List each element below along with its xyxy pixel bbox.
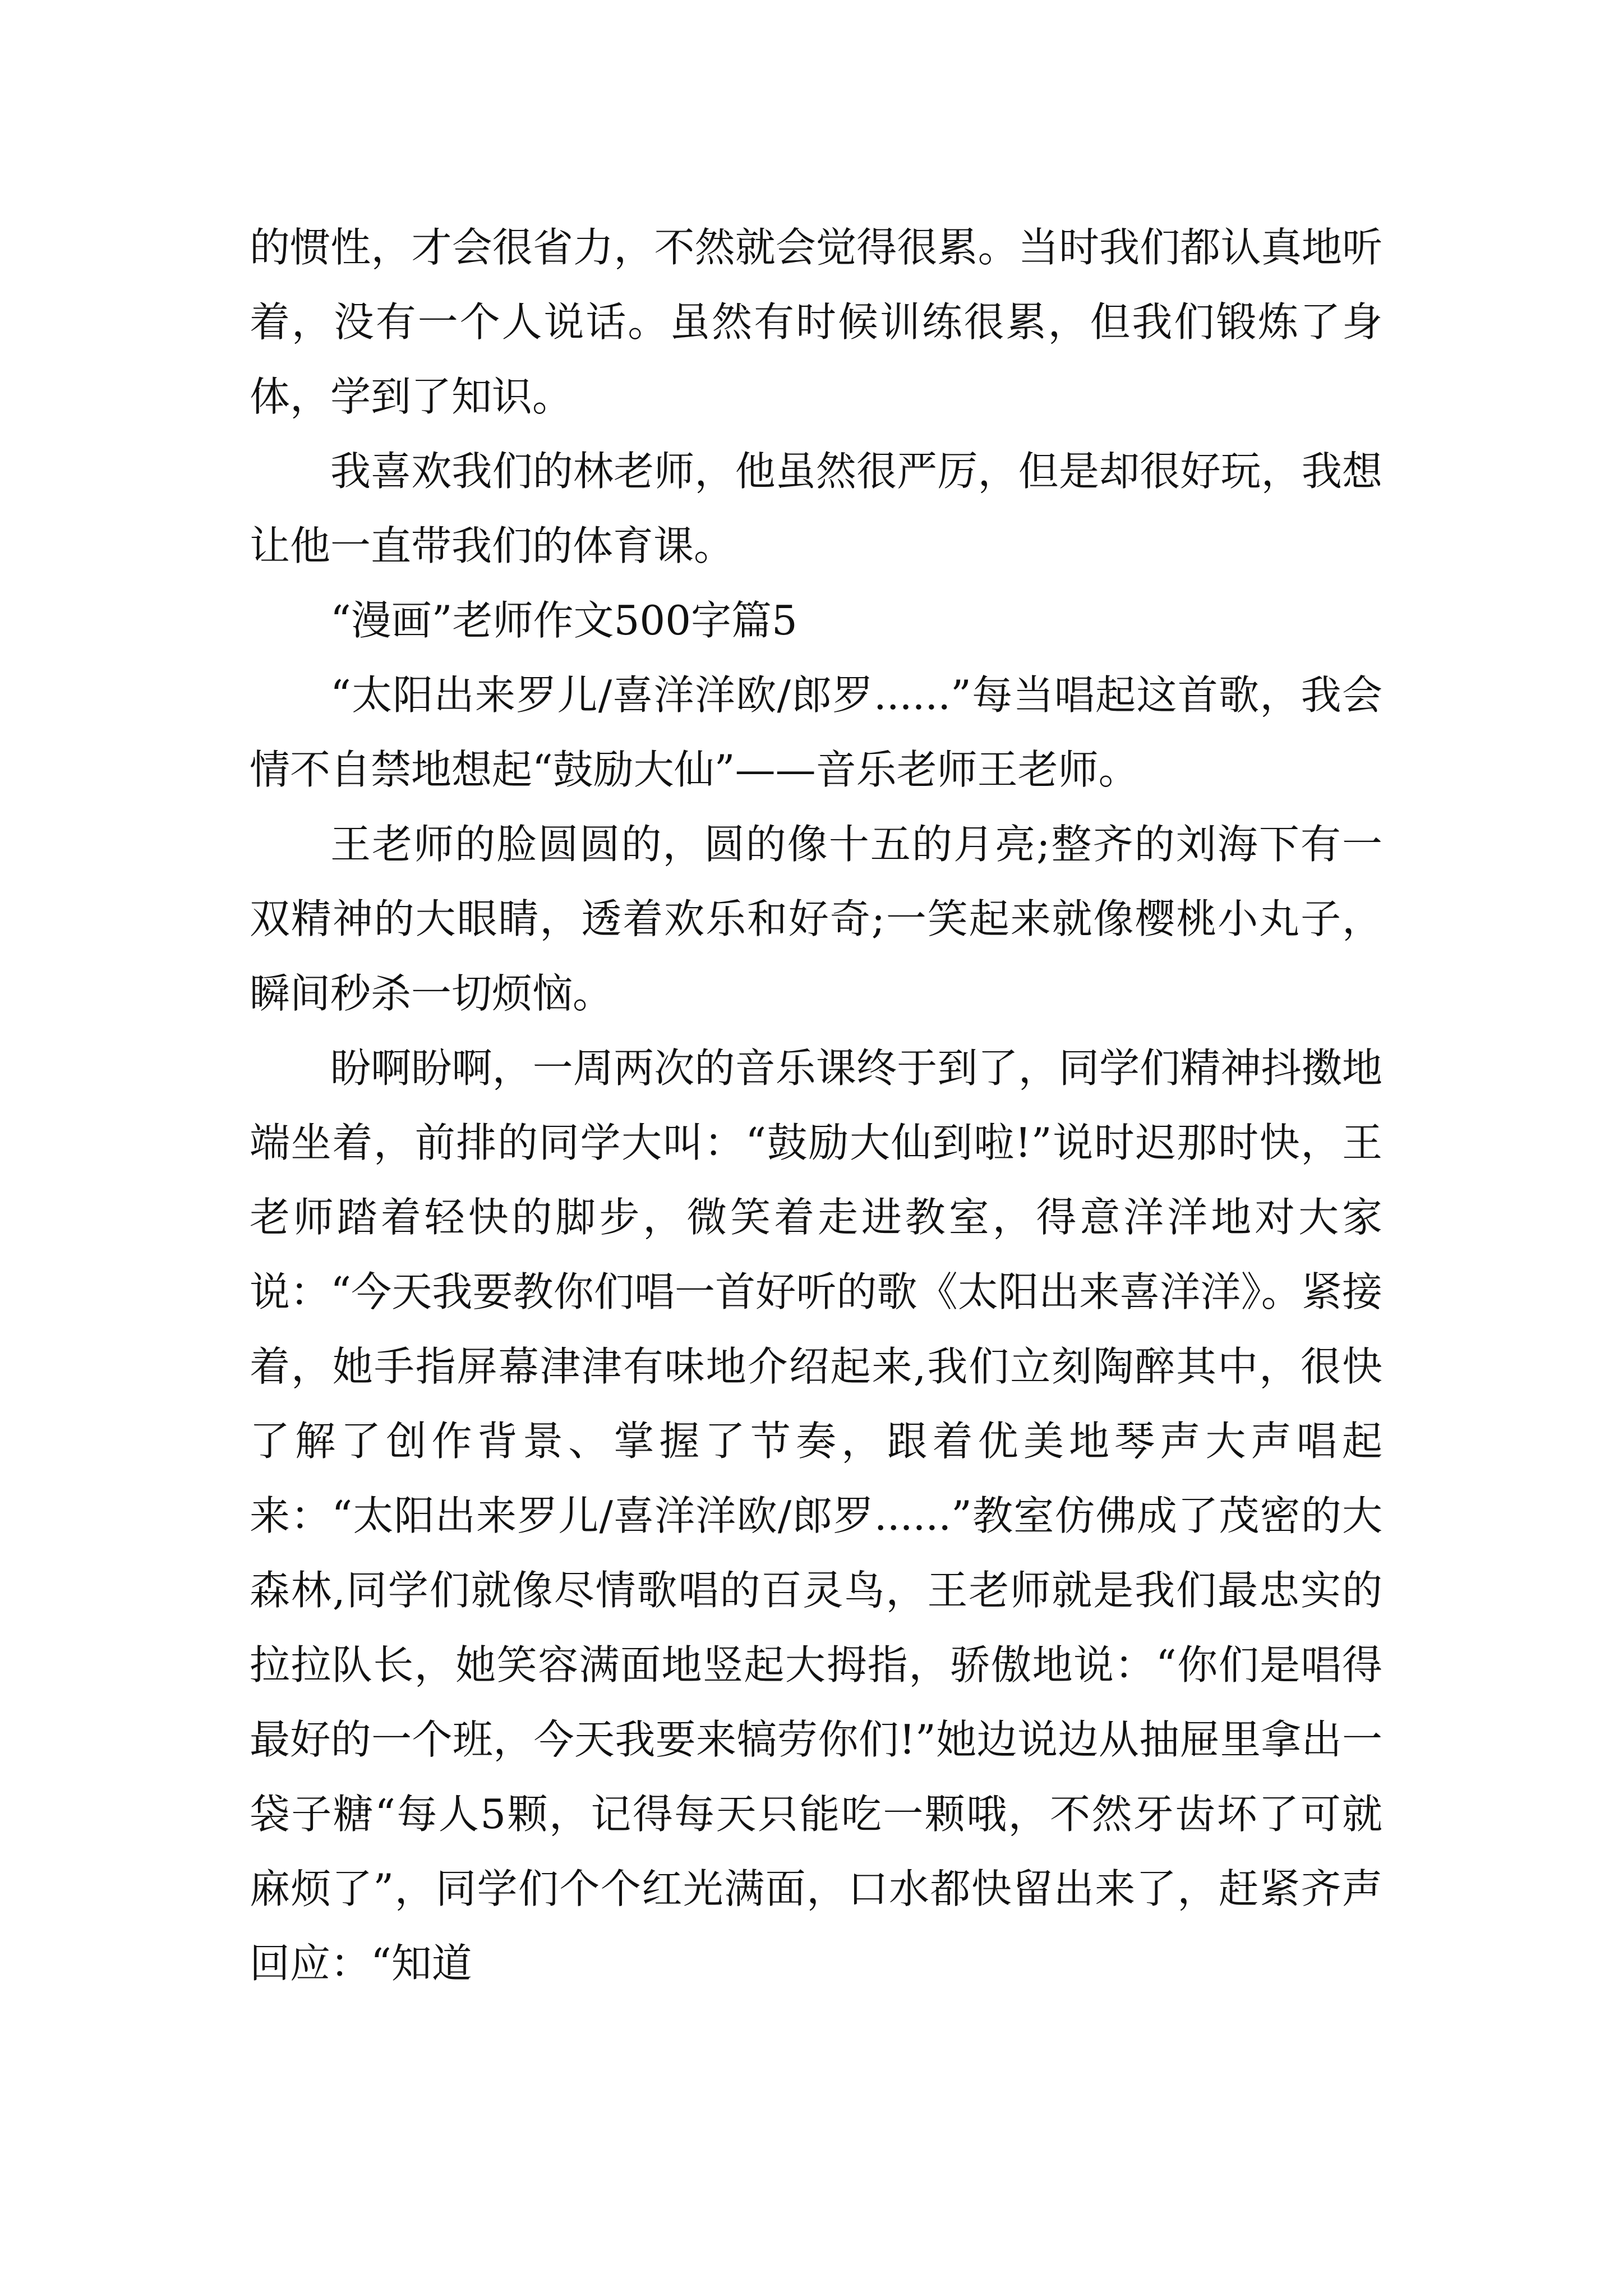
paragraph-continuation: 的惯性，才会很省力，不然就会觉得很累。当时我们都认真地听着，没有一个人说话。虽然有时候训练很累，但我们锻炼了身体，学到了知识。 xyxy=(250,224,1382,420)
section-heading: “漫画”老师作文500字篇5 xyxy=(330,597,797,644)
paragraph: 盼啊盼啊，一周两次的音乐课终于到了，同学们精神抖擞地端坐着，前排的同学大叫：“鼓励大仙到啦!”说时迟那时快，王老师踏着轻快的脚步，微笑着走进教室，得意洋洋地对大家说：“今天我要教你们唱一首好听的歌《太阳出来喜洋洋》。紧接着，她手指屏幕津津有味地介绍起来,我们立刻陶醉其中，很快了解了创作背景、掌握了节奏，跟着优美地琴声大声唱起来：“太阳出来罗儿/喜洋洋欧/郎罗......”教室仿佛成了茂密的大森林,同学们就像尽情歌唱的百灵鸟，王老师就是我们最忠实的拉拉队长，她笑容满面地竖起大拇指，骄傲地说：“你们是唱得最好的一个班，今天我要来犒劳你们!”她边说边从抽屉里拿出一袋子糖“每人5颗，记得每天只能吃一颗哦，不然牙齿坏了可就麻烦了”，同学们个个红光满面，口水都快留出来了，赶紧齐声回应：“知道 xyxy=(250,1045,1382,1987)
paragraph: “太阳出来罗儿/喜洋洋欧/郎罗......”每当唱起这首歌，我会情不自禁地想起“鼓励大仙”——音乐老师王老师。 xyxy=(250,671,1382,793)
paragraph: 王老师的脸圆圆的，圆的像十五的月亮;整齐的刘海下有一双精神的大眼睛，透着欢乐和好奇;一笑起来就像樱桃小丸子，瞬间秒杀一切烦恼。 xyxy=(250,821,1382,1017)
paragraph: 我喜欢我们的林老师，他虽然很严厉，但是却很好玩，我想让他一直带我们的体育课。 xyxy=(250,448,1382,569)
document-body xyxy=(250,210,1382,2001)
